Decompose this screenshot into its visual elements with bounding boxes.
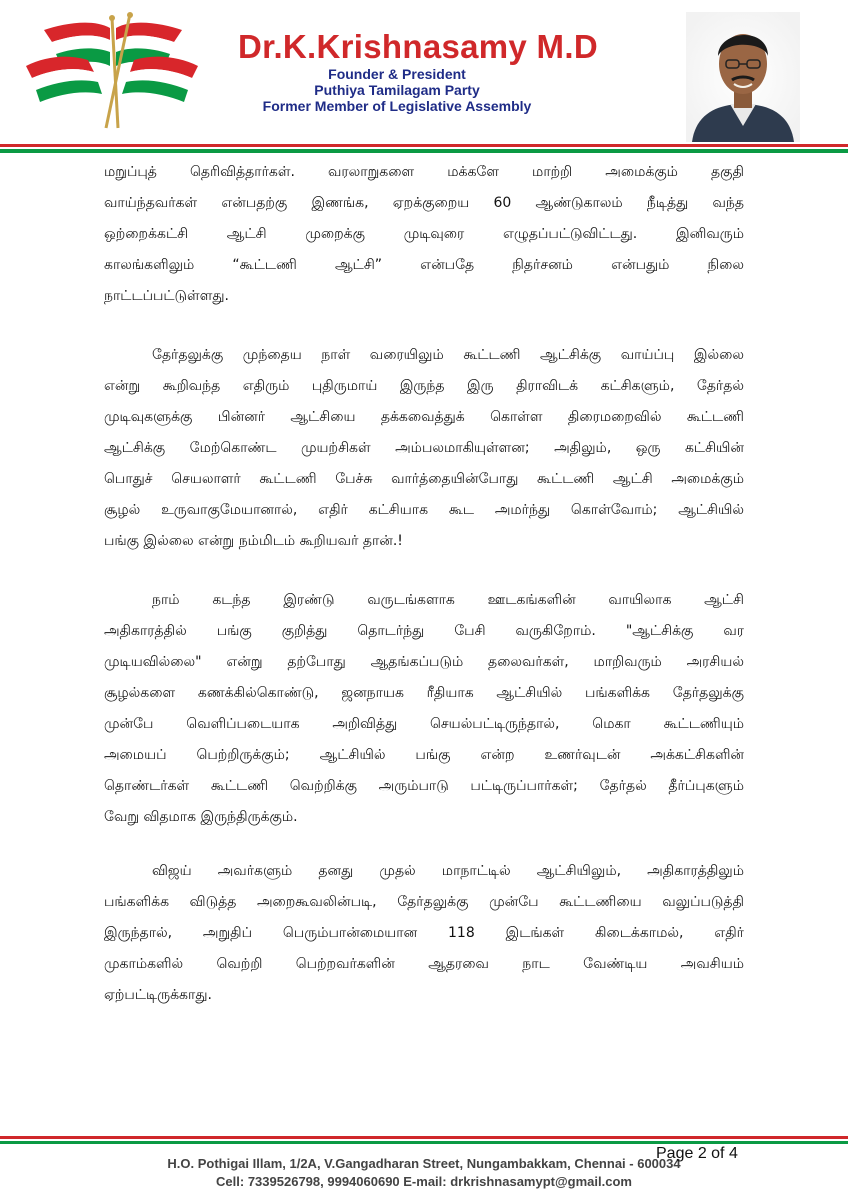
text-line: காலங்களிலும் “கூட்டணி ஆட்சி” என்பதே நிதர்சனம் என்பதும் நிலை — [104, 257, 744, 273]
footer-divider — [0, 1136, 848, 1144]
paragraph-1 — [104, 157, 744, 312]
text-line: ஏற்பட்டிருக்காது. — [104, 987, 212, 1003]
text-line: பொதுச் செயலாளர் கூட்டணி பேச்சு வார்த்தையின்போது கூட்டணி ஆட்சி அமைக்கும் — [104, 471, 744, 487]
text-line: நாம் கடந்த இரண்டு வருடங்களாக ஊடகங்களின் வாயிலாக ஆட்சி — [152, 592, 744, 608]
paragraph-4 — [104, 856, 744, 1011]
text-line: அதிகாரத்தில் பங்கு குறித்து தொடர்ந்து பேசி வருகிறோம். "ஆட்சிக்கு வர — [104, 623, 744, 639]
text-line: நாட்டப்பட்டுள்ளது. — [104, 288, 229, 304]
text-line: முன்பே வெளிப்படையாக அறிவித்து செயல்பட்டிருந்தால், மெகா கூட்டணியும் — [104, 716, 744, 732]
designation: Founder & President — [328, 66, 466, 82]
text-line: விஜய் அவர்களும் தனது முதல் மாநாட்டில் ஆட்சியிலும், அதிகாரத்திலும் — [152, 863, 744, 879]
header-divider — [0, 144, 848, 153]
letter-body — [104, 157, 744, 1011]
text-line: தொண்டர்கள் கூட்டணி வெற்றிக்கு அரும்பாடு பட்டிருப்பார்கள்; தேர்தல் தீர்ப்புகளும் — [104, 778, 744, 794]
text-line: இருந்தால், அறுதிப் பெரும்பான்மையான 118 இடங்கள் கிடைக்காமல், எதிர் — [104, 925, 744, 941]
text-line: சூழல் உருவாகுமேயானால், எதிர் கட்சியாக கூட அமர்ந்து கொள்வோம்; ஆட்சியில் — [104, 502, 744, 518]
text-line: மறுப்புத் தெரிவித்தார்கள். வரலாறுகளை மக்களே மாற்றி அமைக்கும் தகுதி — [104, 164, 744, 180]
text-line: வேறு விதமாக இருந்திருக்கும். — [104, 809, 298, 825]
text-line: அமையப் பெற்றிருக்கும்; ஆட்சியில் பங்கு என்ற உணர்வுடன் அக்கட்சிகளின் — [104, 747, 744, 763]
footer-contact: Cell: 7339526798, 9994060690 E-mail: drkrishnasamypt@gmail.com — [216, 1174, 632, 1189]
leader-name: Dr.K.Krishnasamy M.D — [238, 28, 598, 65]
text-line: தேர்தலுக்கு முந்தைய நாள் வரையிலும் கூட்டணி ஆட்சிக்கு வாய்ப்பு இல்லை — [152, 347, 744, 363]
text-line: முடிவுகளுக்கு பின்னர் ஆட்சியை தக்கவைத்துக் கொள்ள திரைமறைவில் கூட்டணி — [104, 409, 744, 425]
text-line: ஆட்சிக்கு மேற்கொண்ட முயற்சிகள் அம்பலமாகியுள்ளன; அதிலும், ஒரு கட்சியின் — [104, 440, 744, 456]
text-line: ஒற்றைக்கட்சி ஆட்சி முறைக்கு முடிவுரை எழுதப்பட்டுவிட்டது. இனிவரும் — [104, 226, 744, 242]
text-line: சூழல்களை கணக்கில்கொண்டு, ஜனநாயக ரீதியாக ஆட்சியில் பங்களிக்க தேர்தலுக்கு — [104, 685, 744, 701]
text-line: பங்கு இல்லை என்று நம்மிடம் கூறியவர் தான்.! — [104, 533, 403, 549]
page-number: Page 2 of 4 — [656, 1145, 738, 1162]
former-role: Former Member of Legislative Assembly — [262, 98, 532, 114]
text-line: வாய்ந்தவர்கள் என்பதற்கு இணங்க, ஏறக்குறைய 60 ஆண்டுகாலம் நீடித்து வந்த — [104, 195, 744, 211]
paragraph-2 — [104, 340, 744, 557]
text-line: பங்களிக்க விடுத்த அறைகூவலின்படி, தேர்தலுக்கு முன்பே கூட்டணியை வலுப்படுத்தி — [104, 894, 744, 910]
footer-address: H.O. Pothigai Illam, 1/2A, V.Gangadharan Street, Nungambakkam, Chennai - 600034 — [167, 1156, 681, 1171]
text-line: முடியவில்லை" என்று தற்போது ஆதங்கப்படும் தலைவர்கள், மாறிவரும் அரசியல் — [104, 654, 744, 670]
party-name: Puthiya Tamilagam Party — [314, 82, 480, 98]
paragraph-3 — [104, 585, 744, 833]
text-line: முகாம்களில் வெற்றி பெற்றவர்களின் ஆதரவை நாட வேண்டிய அவசியம் — [104, 956, 744, 972]
text-line: என்று கூறிவந்த எதிரும் புதிருமாய் இருந்த இரு திராவிடக் கட்சிகளும், தேர்தல் — [104, 378, 744, 394]
leader-portrait — [686, 12, 800, 142]
party-flags-logo — [22, 12, 202, 130]
